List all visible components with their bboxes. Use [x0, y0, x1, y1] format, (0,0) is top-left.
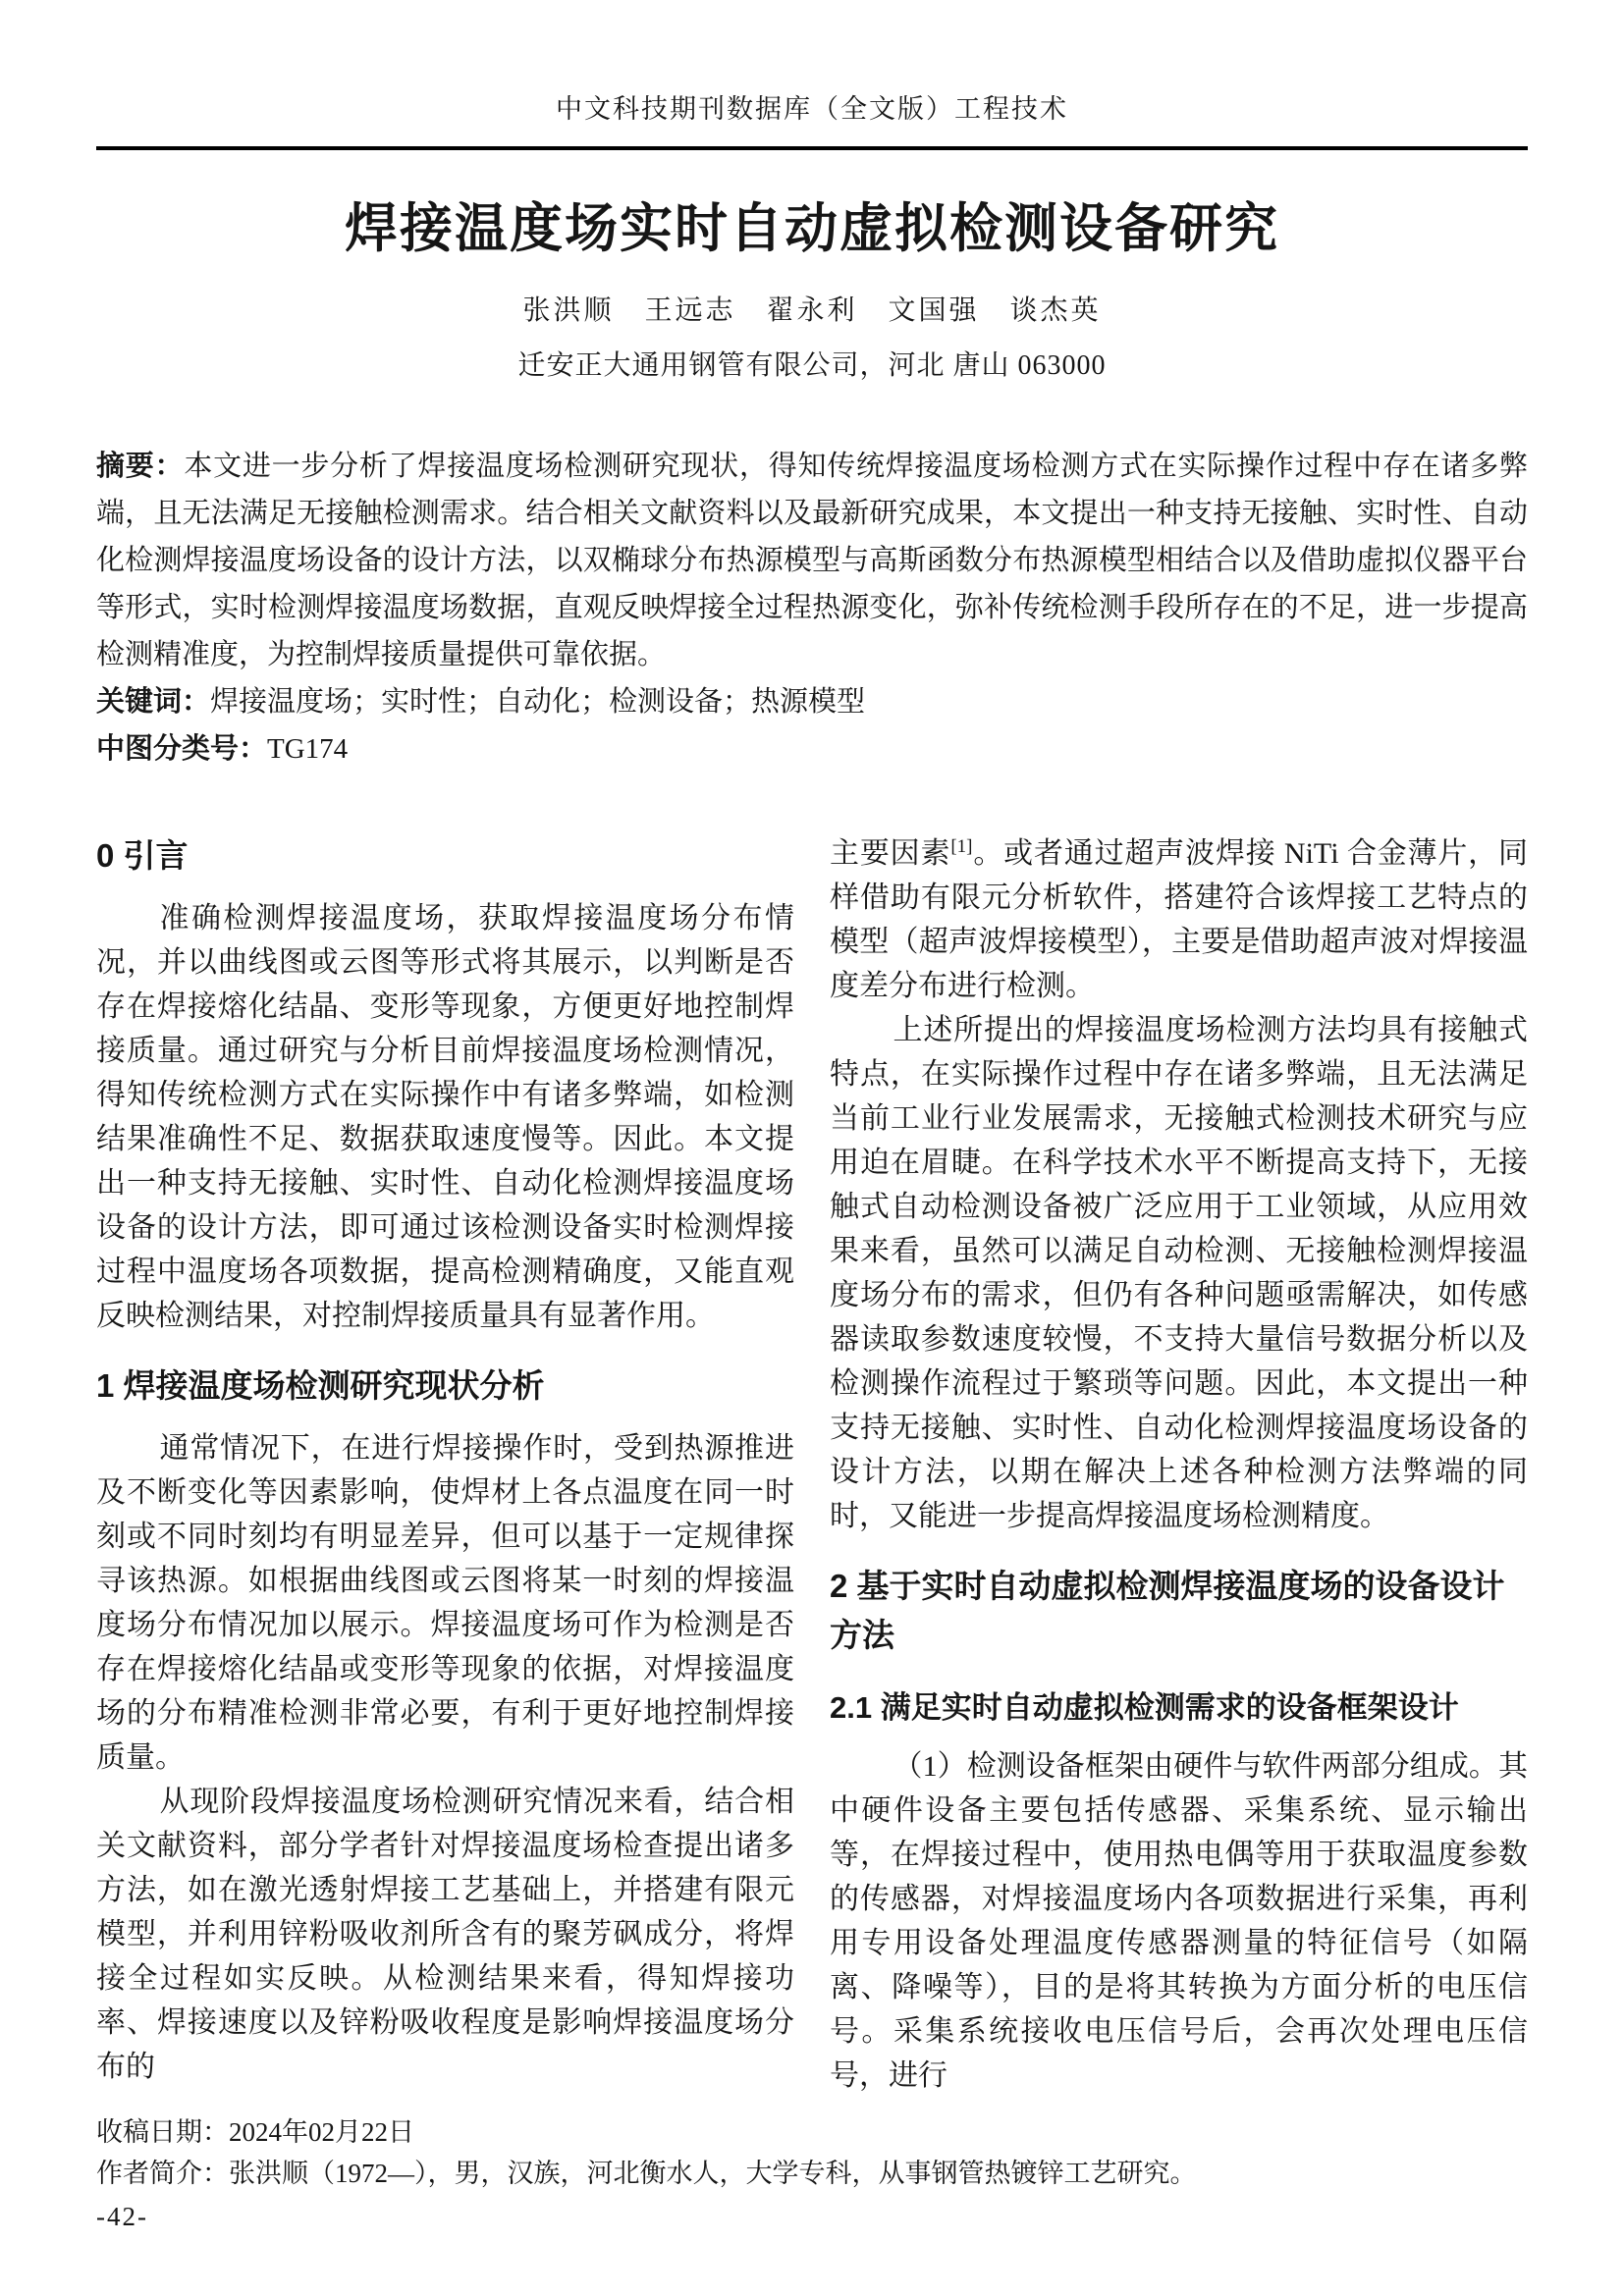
- section-1-paragraph-3: 上述所提出的焊接温度场检测方法均具有接触式特点，在实际操作过程中存在诸多弊端，且无法满足当前工业行业发展需求，无接触式检测技术研究与应用迫在眉睫。在科学技术水平不断提高支持下，无接触式自动检测设备被广泛应用于工业领域，从应用效果来看，虽然可以满足自动检测、无接触检测焊接温度场分布的需求，但仍有各种问题亟需解决，如传感器读取参数速度较慢，不支持大量信号数据分析以及检测操作流程过于繁琐等问题。因此，本文提出一种支持无接触、实时性、自动化检测焊接温度场设备的设计方法，以期在解决上述各种检测方法弊端的同时，又能进一步提高焊接温度场检测精度。: [830, 1014, 1528, 1532]
- section-0-heading: 0 引言: [96, 837, 189, 874]
- page-number: -42-: [96, 2202, 148, 2231]
- keywords-label: 关键词：: [96, 686, 211, 718]
- continued-text-rest: 。或者通过超声波焊接 NiTi 合金薄片，同样借助有限元分析软件，搭建符合该焊接工艺特点的模型（超声波焊接模型），主要是借助超声波对焊接温度差分布进行检测。: [830, 837, 1529, 1002]
- author-bio-line: [96, 2153, 1528, 2194]
- header-divider: [96, 146, 1528, 150]
- left-column: [96, 831, 794, 2098]
- received-date-value: 2024年02月22日: [229, 2117, 414, 2147]
- section-0-paragraph: 准确检测焊接温度场，获取焊接温度场分布情况，并以曲线图或云图等形式将其展示，以判断是否存在焊接熔化结晶、变形等现象，方便更好地控制焊接质量。通过研究与分析目前焊接温度场检测情况，得知传统检测方式在实际操作中有诸多弊端，如检测结果准确性不足、数据获取速度慢等。因此。本文提出一种支持无接触、实时性、自动化检测焊接温度场设备的设计方法，即可通过该检测设备实时检测焊接过程中温度场各项数据，提高检测精确度，又能直观反映检测结果，对控制焊接质量具有显著作用。: [96, 902, 794, 1332]
- authors-line: 张洪顺 王远志 翟永利 文国强 谈杰英: [522, 295, 1102, 326]
- received-date-line: [96, 2111, 1528, 2153]
- abstract-paragraph: [96, 443, 1528, 678]
- right-column: [830, 831, 1528, 2098]
- article-title: 焊接温度场实时自动虚拟检测设备研究: [345, 199, 1279, 258]
- section-2-1-paragraph: （1）检测设备框架由硬件与软件两部分组成。其中硬件设备主要包括传感器、采集系统、显示输出等，在焊接过程中，使用热电偶等用于获取温度参数的传感器，对焊接温度场内各项数据进行采集，再利用专用设备处理温度传感器测量的特征信号（如隔离、降噪等），目的是将其转换为方面分析的电压信号。采集系统接收电压信号后，会再次处理电压信号，进行: [830, 1750, 1528, 2092]
- continued-text-start: 主要因素: [830, 837, 951, 870]
- keywords-text: 焊接温度场；实时性；自动化；检测设备；热源模型: [210, 686, 866, 718]
- section-2-heading: 2 基于实时自动虚拟检测焊接温度场的设备设计方法: [830, 1568, 1505, 1653]
- abstract-label: 摘要：: [96, 451, 185, 482]
- section-1-paragraph-1: 通常情况下，在进行焊接操作时，受到热源推进及不断变化等因素影响，使焊材上各点温度在同一时刻或不同时刻均有明显差异，但可以基于一定规律探寻该热源。如根据曲线图或云图将某一时刻的焊接温度场分布情况加以展示。焊接温度场可作为检测是否存在焊接熔化结晶或变形等现象的依据，对焊接温度场的分布精准检测非常必要，有利于更好地控制焊接质量。: [96, 1432, 794, 1774]
- two-column-body: [96, 831, 1528, 2098]
- received-date-label: 收稿日期：: [96, 2117, 229, 2147]
- footnote-block: [96, 2111, 1528, 2194]
- journal-header-line: 中文科技期刊数据库（全文版）工程技术: [556, 94, 1068, 124]
- affiliation-line: 迁安正大通用钢管有限公司，河北 唐山 063000: [517, 350, 1107, 381]
- section-1-paragraph-2: 从现阶段焊接温度场检测研究情况来看，结合相关文献资料，部分学者针对焊接温度场检查提出诸多方法，如在激光透射焊接工艺基础上，并搭建有限元模型，并利用锌粉吸收剂所含有的聚芳砜成分，将焊接全过程如实反映。从检测结果来看，得知焊接功率、焊接速度以及锌粉吸收程度是影响焊接温度场分布的: [96, 1786, 794, 2083]
- section-2-1-heading: 2.1 满足实时自动虚拟检测需求的设备框架设计: [830, 1690, 1459, 1725]
- keywords-line: [96, 678, 1528, 725]
- clc-label: 中图分类号：: [96, 733, 268, 765]
- author-bio-text: 张洪顺（1972—），男，汉族，河北衡水人，大学专科，从事钢管热镀锌工艺研究。: [229, 2159, 1197, 2188]
- clc-value: TG174: [267, 733, 349, 765]
- section-1-paragraph-2-continued: [830, 831, 1528, 1008]
- citation-superscript: [1]: [950, 836, 973, 857]
- section-1-heading: 1 焊接温度场检测研究现状分析: [96, 1367, 545, 1404]
- clc-line: [96, 725, 1528, 773]
- abstract-block: [96, 443, 1528, 773]
- abstract-text: 本文进一步分析了焊接温度场检测研究现状，得知传统焊接温度场检测方式在实际操作过程中存在诸多弊端，且无法满足无接触检测需求。结合相关文献资料以及最新研究成果，本文提出一种支持无接触、实时性、自动化检测焊接温度场设备的设计方法，以双椭球分布热源模型与高斯函数分布热源模型相结合以及借助虚拟仪器平台等形式，实时检测焊接温度场数据，直观反映焊接全过程热源变化，弥补传统检测手段所存在的不足，进一步提高检测精准度，为控制焊接质量提供可靠依据。: [96, 451, 1528, 670]
- author-bio-label: 作者简介：: [96, 2159, 229, 2188]
